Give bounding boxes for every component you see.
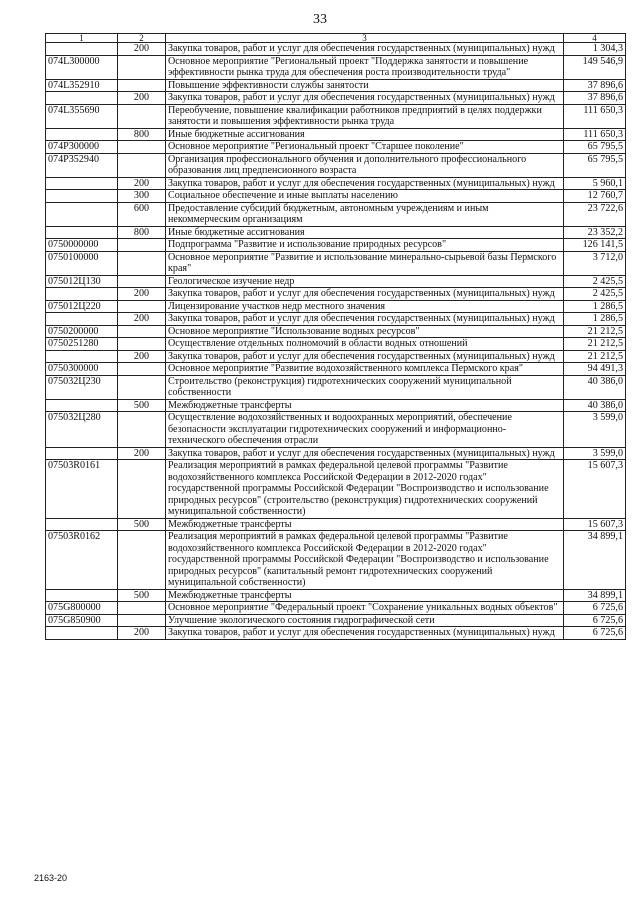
code-cell <box>46 202 118 226</box>
amount-cell: 1 286,5 <box>564 313 626 326</box>
expense-type-cell <box>118 375 166 399</box>
item-name-cell: Основное мероприятие "Федеральный проект "Сохранение уникальных водных объектов" <box>166 602 564 615</box>
item-name-cell: Основное мероприятие "Использование водных ресурсов" <box>166 325 564 338</box>
page-number: 33 <box>313 12 327 27</box>
code-cell <box>46 313 118 326</box>
code-cell: 074L300000 <box>46 55 118 79</box>
item-name-cell: Геологическое изучение недр <box>166 275 564 288</box>
expense-type-cell: 200 <box>118 177 166 190</box>
expense-type-cell: 500 <box>118 589 166 602</box>
table-row <box>46 627 626 640</box>
amount-cell: 23 722,6 <box>564 202 626 226</box>
expense-type-cell <box>118 251 166 275</box>
item-name-cell: Осуществление отдельных полномочий в области водных отношений <box>166 338 564 351</box>
expense-type-cell: 600 <box>118 202 166 226</box>
table-row <box>46 92 626 105</box>
column-header: 1 <box>46 34 118 43</box>
table-row <box>46 399 626 412</box>
amount-cell: 15 607,3 <box>564 518 626 531</box>
code-cell: 07503R0162 <box>46 531 118 590</box>
table-row <box>46 128 626 141</box>
amount-cell: 1 286,5 <box>564 300 626 313</box>
item-name-cell: Иные бюджетные ассигнования <box>166 226 564 239</box>
code-cell <box>46 589 118 602</box>
item-name-cell: Закупка товаров, работ и услуг для обеспечения государственных (муниципальных) нужд <box>166 447 564 460</box>
table-row <box>46 350 626 363</box>
table-row <box>46 412 626 448</box>
table-row <box>46 141 626 154</box>
table-row <box>46 275 626 288</box>
amount-cell: 94 491,3 <box>564 363 626 376</box>
table-row <box>46 602 626 615</box>
item-name-cell: Закупка товаров, работ и услуг для обеспечения государственных (муниципальных) нужд <box>166 177 564 190</box>
expense-type-cell: 800 <box>118 128 166 141</box>
table-row <box>46 55 626 79</box>
code-cell: 075G850900 <box>46 614 118 627</box>
item-name-cell: Реализация мероприятий в рамках федеральной целевой программы "Развитие водохозяйственного комплекса Российской Федерации в 2012-2020 годах" государственной программы Российской Федерации "Воспроизводство и использование природных ресурсов" (строительство (реконструкция) гидротехнических сооружений муниципальной собственности) <box>166 460 564 519</box>
table-row <box>46 79 626 92</box>
item-name-cell: Подпрограмма "Развитие и использование природных ресурсов" <box>166 239 564 252</box>
code-cell <box>46 92 118 105</box>
expense-type-cell: 500 <box>118 518 166 531</box>
code-cell: 0750100000 <box>46 251 118 275</box>
amount-cell: 34 899,1 <box>564 589 626 602</box>
item-name-cell: Закупка товаров, работ и услуг для обеспечения государственных (муниципальных) нужд <box>166 288 564 301</box>
item-name-cell: Повышение эффективности службы занятости <box>166 79 564 92</box>
table-row <box>46 239 626 252</box>
expense-type-cell <box>118 325 166 338</box>
table-row <box>46 190 626 203</box>
expense-type-cell: 200 <box>118 288 166 301</box>
amount-cell: 37 896,6 <box>564 92 626 105</box>
amount-cell: 111 650,3 <box>564 128 626 141</box>
code-cell: 074P352940 <box>46 153 118 177</box>
expense-type-cell <box>118 460 166 519</box>
code-cell <box>46 288 118 301</box>
expense-type-cell <box>118 275 166 288</box>
expense-type-cell: 200 <box>118 43 166 56</box>
amount-cell: 126 141,5 <box>564 239 626 252</box>
code-cell: 075G800000 <box>46 602 118 615</box>
amount-cell: 65 795,5 <box>564 153 626 177</box>
expense-type-cell <box>118 79 166 92</box>
code-cell <box>46 399 118 412</box>
item-name-cell: Основное мероприятие "Региональный проект "Поддержка занятости и повышение эффективности рынка труда для обеспечения роста производительности труда" <box>166 55 564 79</box>
code-cell <box>46 627 118 640</box>
table-row <box>46 447 626 460</box>
code-cell: 075012Ц220 <box>46 300 118 313</box>
amount-cell: 2 425,5 <box>564 275 626 288</box>
item-name-cell: Строительство (реконструкция) гидротехнических сооружений муниципальной собственности <box>166 375 564 399</box>
item-name-cell: Организация профессионального обучения и дополнительного профессионального образования лиц предпенсионного возраста <box>166 153 564 177</box>
table-row <box>46 300 626 313</box>
code-cell <box>46 190 118 203</box>
amount-cell: 3 599,0 <box>564 447 626 460</box>
code-cell: 074P300000 <box>46 141 118 154</box>
amount-cell: 3 712,0 <box>564 251 626 275</box>
table-row <box>46 338 626 351</box>
table-body <box>46 43 626 640</box>
code-cell: 075032Ц230 <box>46 375 118 399</box>
expense-type-cell <box>118 531 166 590</box>
code-cell <box>46 177 118 190</box>
item-name-cell: Основное мероприятие "Региональный проект "Старшее поколение" <box>166 141 564 154</box>
expense-type-cell: 200 <box>118 313 166 326</box>
amount-cell: 34 899,1 <box>564 531 626 590</box>
code-cell <box>46 447 118 460</box>
table-row <box>46 288 626 301</box>
code-cell: 0750300000 <box>46 363 118 376</box>
item-name-cell: Межбюджетные трансферты <box>166 518 564 531</box>
budget-table <box>45 33 626 640</box>
expense-type-cell: 500 <box>118 399 166 412</box>
expense-type-cell <box>118 55 166 79</box>
item-name-cell: Закупка товаров, работ и услуг для обеспечения государственных (муниципальных) нужд <box>166 350 564 363</box>
code-cell: 074L352910 <box>46 79 118 92</box>
item-name-cell: Межбюджетные трансферты <box>166 399 564 412</box>
expense-type-cell: 200 <box>118 350 166 363</box>
item-name-cell: Осуществление водохозяйственных и водоохранных мероприятий, обеспечение безопасности эксплуатации гидротехнических сооружений и информационно-технического обеспечения отрасли <box>166 412 564 448</box>
table-row <box>46 226 626 239</box>
amount-cell: 1 304,3 <box>564 43 626 56</box>
expense-type-cell: 200 <box>118 447 166 460</box>
table-header-row <box>46 34 626 43</box>
amount-cell: 23 352,2 <box>564 226 626 239</box>
item-name-cell: Лицензирование участков недр местного значения <box>166 300 564 313</box>
amount-cell: 6 725,6 <box>564 602 626 615</box>
item-name-cell: Основное мероприятие "Развитие водохозяйственного комплекса Пермского края" <box>166 363 564 376</box>
item-name-cell: Предоставление субсидий бюджетным, автономным учреждениям и иным некоммерческим организациям <box>166 202 564 226</box>
expense-type-cell <box>118 239 166 252</box>
code-cell: 074L355690 <box>46 104 118 128</box>
amount-cell: 6 725,6 <box>564 627 626 640</box>
amount-cell: 40 386,0 <box>564 375 626 399</box>
expense-type-cell: 300 <box>118 190 166 203</box>
amount-cell: 6 725,6 <box>564 614 626 627</box>
item-name-cell: Переобучение, повышение квалификации работников предприятий в целях поддержки занятости и повышения эффективности рынка труда <box>166 104 564 128</box>
expense-type-cell <box>118 104 166 128</box>
code-cell: 07503R0161 <box>46 460 118 519</box>
item-name-cell: Основное мероприятие "Развитие и использование минерально-сырьевой базы Пермского края" <box>166 251 564 275</box>
code-cell <box>46 43 118 56</box>
expense-type-cell <box>118 141 166 154</box>
amount-cell: 21 212,5 <box>564 338 626 351</box>
expense-type-cell <box>118 363 166 376</box>
table-row <box>46 589 626 602</box>
code-cell: 0750251280 <box>46 338 118 351</box>
item-name-cell: Иные бюджетные ассигнования <box>166 128 564 141</box>
expense-type-cell <box>118 153 166 177</box>
code-cell <box>46 226 118 239</box>
table-row <box>46 177 626 190</box>
amount-cell: 12 760,7 <box>564 190 626 203</box>
code-cell <box>46 518 118 531</box>
code-cell: 075032Ц280 <box>46 412 118 448</box>
expense-type-cell <box>118 300 166 313</box>
table-row <box>46 363 626 376</box>
table-row <box>46 251 626 275</box>
amount-cell: 149 546,9 <box>564 55 626 79</box>
item-name-cell: Закупка товаров, работ и услуг для обеспечения государственных (муниципальных) нужд <box>166 627 564 640</box>
table-row <box>46 104 626 128</box>
amount-cell: 65 795,5 <box>564 141 626 154</box>
amount-cell: 3 599,0 <box>564 412 626 448</box>
expense-type-cell <box>118 412 166 448</box>
expense-type-cell: 200 <box>118 92 166 105</box>
column-header: 4 <box>564 34 626 43</box>
amount-cell: 5 960,1 <box>564 177 626 190</box>
item-name-cell: Закупка товаров, работ и услуг для обеспечения государственных (муниципальных) нужд <box>166 313 564 326</box>
expense-type-cell <box>118 614 166 627</box>
expense-type-cell <box>118 602 166 615</box>
expense-type-cell: 200 <box>118 627 166 640</box>
table-row <box>46 375 626 399</box>
table-row <box>46 202 626 226</box>
code-cell: 075012Ц130 <box>46 275 118 288</box>
table-row <box>46 614 626 627</box>
column-header: 3 <box>166 34 564 43</box>
table-row <box>46 153 626 177</box>
item-name-cell: Закупка товаров, работ и услуг для обеспечения государственных (муниципальных) нужд <box>166 43 564 56</box>
column-header: 2 <box>118 34 166 43</box>
item-name-cell: Реализация мероприятий в рамках федеральной целевой программы "Развитие водохозяйственного комплекса Российской Федерации в 2012-2020 годах" государственной программы Российской Федерации "Воспроизводство и использование природных ресурсов" (капитальный ремонт гидротехнических сооружений муниципальной собственности) <box>166 531 564 590</box>
code-cell <box>46 350 118 363</box>
amount-cell: 40 386,0 <box>564 399 626 412</box>
item-name-cell: Улучшение экологического состояния гидрографической сети <box>166 614 564 627</box>
expense-type-cell: 800 <box>118 226 166 239</box>
amount-cell: 21 212,5 <box>564 325 626 338</box>
expense-type-cell <box>118 338 166 351</box>
amount-cell: 111 650,3 <box>564 104 626 128</box>
amount-cell: 37 896,6 <box>564 79 626 92</box>
amount-cell: 2 425,5 <box>564 288 626 301</box>
table-row <box>46 518 626 531</box>
code-cell: 0750000000 <box>46 239 118 252</box>
item-name-cell: Межбюджетные трансферты <box>166 589 564 602</box>
amount-cell: 21 212,5 <box>564 350 626 363</box>
item-name-cell: Социальное обеспечение и иные выплаты населению <box>166 190 564 203</box>
item-name-cell: Закупка товаров, работ и услуг для обеспечения государственных (муниципальных) нужд <box>166 92 564 105</box>
table-row <box>46 313 626 326</box>
code-cell <box>46 128 118 141</box>
table-row <box>46 531 626 590</box>
table-row <box>46 43 626 56</box>
amount-cell: 15 607,3 <box>564 460 626 519</box>
table-row <box>46 325 626 338</box>
code-cell: 0750200000 <box>46 325 118 338</box>
table-row <box>46 460 626 519</box>
document-code: 2163-20 <box>34 873 68 883</box>
